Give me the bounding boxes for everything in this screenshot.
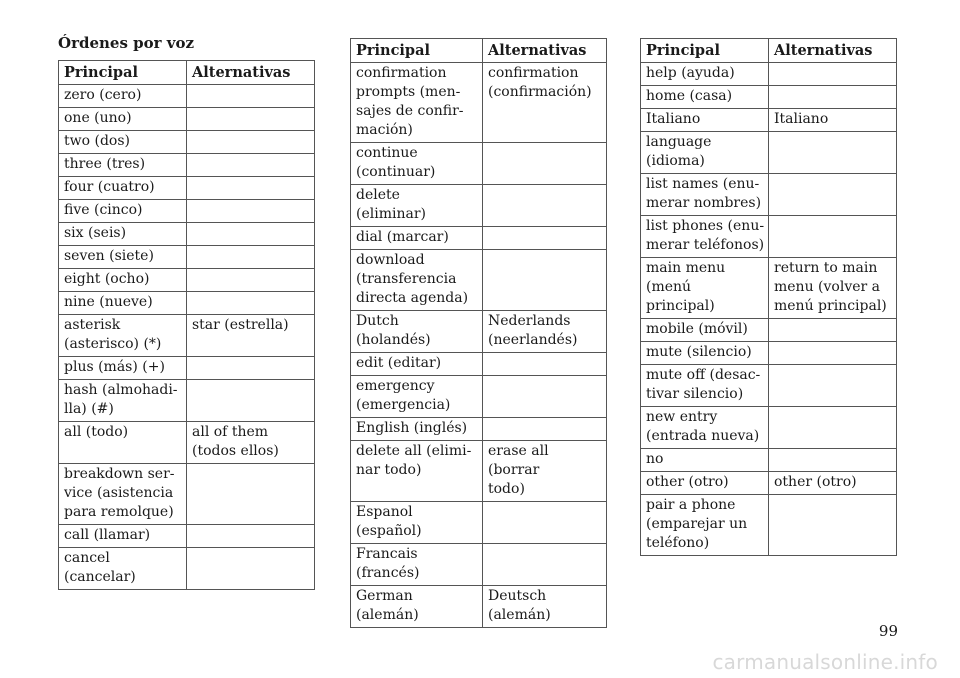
command-alternative: [769, 86, 897, 109]
table-row: [59, 525, 315, 548]
voice-commands-table-1: [58, 60, 315, 590]
command-principal: mobile (móvil): [641, 319, 769, 342]
command-alternative: star (estrella): [187, 315, 315, 357]
command-principal: eight (ocho): [59, 269, 187, 292]
command-alternative: [769, 319, 897, 342]
command-principal: call (llamar): [59, 525, 187, 548]
command-principal: home (casa): [641, 86, 769, 109]
command-alternative: [483, 227, 607, 250]
table-row: [351, 586, 607, 628]
command-alternative: [769, 407, 897, 449]
command-alternative: [187, 269, 315, 292]
command-principal: hash (almohadi- lla) (#): [59, 380, 187, 422]
command-alternative: [483, 376, 607, 418]
command-principal: other (otro): [641, 472, 769, 495]
command-principal: breakdown ser- vice (asistencia para remolque): [59, 464, 187, 525]
command-principal: mute (silencio): [641, 342, 769, 365]
command-principal: Dutch (holandés): [351, 311, 483, 353]
command-principal: zero (cero): [59, 85, 187, 108]
header-principal: Principal: [351, 39, 483, 63]
command-alternative: [483, 544, 607, 586]
command-principal: cancel (cancelar): [59, 548, 187, 590]
command-principal: no: [641, 449, 769, 472]
table-row: [641, 495, 897, 556]
header-principal: Principal: [641, 39, 769, 63]
table-row: [641, 63, 897, 86]
command-principal: language (idioma): [641, 132, 769, 174]
table-row: [641, 109, 897, 132]
command-alternative: [769, 216, 897, 258]
command-principal: delete (eliminar): [351, 185, 483, 227]
table-row: [59, 131, 315, 154]
voice-commands-table-3: [640, 38, 897, 556]
table-body: [641, 63, 897, 556]
command-alternative: [483, 143, 607, 185]
command-alternative: [187, 223, 315, 246]
table-row: [351, 376, 607, 418]
table-row: [59, 154, 315, 177]
command-alternative: other (otro): [769, 472, 897, 495]
command-alternative: [187, 357, 315, 380]
command-alternative: [187, 177, 315, 200]
table-row: [59, 380, 315, 422]
table-row: [641, 216, 897, 258]
command-alternative: [187, 200, 315, 223]
command-alternative: [187, 464, 315, 525]
command-alternative: [187, 246, 315, 269]
table-row: [59, 177, 315, 200]
table-row: [59, 200, 315, 223]
table-header-row: [351, 39, 607, 63]
command-alternative: [769, 342, 897, 365]
command-alternative: [187, 108, 315, 131]
table-row: [351, 143, 607, 185]
command-alternative: all of them (todos ellos): [187, 422, 315, 464]
command-alternative: [483, 502, 607, 544]
section-title: Órdenes por voz: [58, 34, 194, 52]
command-principal: download (transferencia directa agenda): [351, 250, 483, 311]
command-principal: Francais (francés): [351, 544, 483, 586]
command-alternative: [483, 418, 607, 441]
command-principal: delete all (elimi- nar todo): [351, 441, 483, 502]
command-alternative: confirmation (confirmación): [483, 63, 607, 143]
command-principal: all (todo): [59, 422, 187, 464]
command-principal: list names (enu- merar nombres): [641, 174, 769, 216]
table-row: [59, 269, 315, 292]
command-alternative: [187, 85, 315, 108]
command-principal: three (tres): [59, 154, 187, 177]
command-alternative: [187, 292, 315, 315]
command-alternative: [769, 174, 897, 216]
table-row: [59, 223, 315, 246]
table-row: [59, 85, 315, 108]
command-principal: main menu (menú principal): [641, 258, 769, 319]
table-row: [641, 407, 897, 449]
command-principal: one (uno): [59, 108, 187, 131]
command-principal: two (dos): [59, 131, 187, 154]
table-row: [59, 422, 315, 464]
command-principal: continue (continuar): [351, 143, 483, 185]
table-row: [641, 342, 897, 365]
page-number: 99: [878, 622, 898, 640]
table-row: [59, 464, 315, 525]
table-row: [351, 353, 607, 376]
table-row: [351, 63, 607, 143]
command-alternative: erase all (borrar todo): [483, 441, 607, 502]
command-principal: plus (más) (+): [59, 357, 187, 380]
command-principal: six (seis): [59, 223, 187, 246]
command-alternative: [769, 495, 897, 556]
table-row: [641, 174, 897, 216]
command-principal: asterisk (asterisco) (*): [59, 315, 187, 357]
table-row: [351, 185, 607, 227]
table-row: [59, 108, 315, 131]
table-row: [351, 418, 607, 441]
voice-commands-table-2: [350, 38, 607, 628]
command-alternative: [483, 250, 607, 311]
table-row: [59, 357, 315, 380]
command-principal: dial (marcar): [351, 227, 483, 250]
command-alternative: [769, 449, 897, 472]
command-alternative: [769, 63, 897, 86]
header-principal: Principal: [59, 61, 187, 85]
table-row: [641, 258, 897, 319]
table-row: [59, 292, 315, 315]
header-alternativas: Alternativas: [187, 61, 315, 85]
table-row: [641, 86, 897, 109]
command-alternative: [187, 548, 315, 590]
command-alternative: return to main menu (volver a menú principal): [769, 258, 897, 319]
command-principal: new entry (entrada nueva): [641, 407, 769, 449]
command-alternative: [187, 380, 315, 422]
command-alternative: [187, 131, 315, 154]
table-row: [351, 250, 607, 311]
command-principal: help (ayuda): [641, 63, 769, 86]
command-principal: German (alemán): [351, 586, 483, 628]
command-alternative: Italiano: [769, 109, 897, 132]
watermark: carmanualsonline.info: [712, 650, 938, 674]
table-row: [351, 311, 607, 353]
command-principal: list phones (enu- merar teléfonos): [641, 216, 769, 258]
command-principal: four (cuatro): [59, 177, 187, 200]
table-body: [351, 63, 607, 628]
command-alternative: Deutsch (alemán): [483, 586, 607, 628]
command-principal: five (cinco): [59, 200, 187, 223]
table-header-row: [641, 39, 897, 63]
command-alternative: [769, 132, 897, 174]
table-row: [351, 227, 607, 250]
command-alternative: [187, 525, 315, 548]
command-principal: pair a phone (emparejar un teléfono): [641, 495, 769, 556]
table-row: [641, 319, 897, 342]
command-principal: nine (nueve): [59, 292, 187, 315]
command-alternative: [187, 154, 315, 177]
command-alternative: Nederlands (neerlandés): [483, 311, 607, 353]
table-header-row: [59, 61, 315, 85]
header-alternativas: Alternativas: [483, 39, 607, 63]
table-row: [641, 365, 897, 407]
table-row: [641, 449, 897, 472]
table-row: [59, 246, 315, 269]
table-row: [351, 544, 607, 586]
header-alternativas: Alternativas: [769, 39, 897, 63]
command-principal: English (inglés): [351, 418, 483, 441]
command-principal: seven (siete): [59, 246, 187, 269]
table-row: [641, 472, 897, 495]
table-row: [351, 502, 607, 544]
table-row: [641, 132, 897, 174]
table-row: [59, 315, 315, 357]
command-alternative: [483, 185, 607, 227]
table-body: [59, 85, 315, 590]
command-principal: confirmation prompts (men- sajes de confir- mación): [351, 63, 483, 143]
command-principal: edit (editar): [351, 353, 483, 376]
table-row: [351, 441, 607, 502]
command-principal: emergency (emergencia): [351, 376, 483, 418]
table-row: [59, 548, 315, 590]
command-alternative: [483, 353, 607, 376]
command-principal: mute off (desac- tivar silencio): [641, 365, 769, 407]
command-principal: Espanol (español): [351, 502, 483, 544]
command-principal: Italiano: [641, 109, 769, 132]
command-alternative: [769, 365, 897, 407]
